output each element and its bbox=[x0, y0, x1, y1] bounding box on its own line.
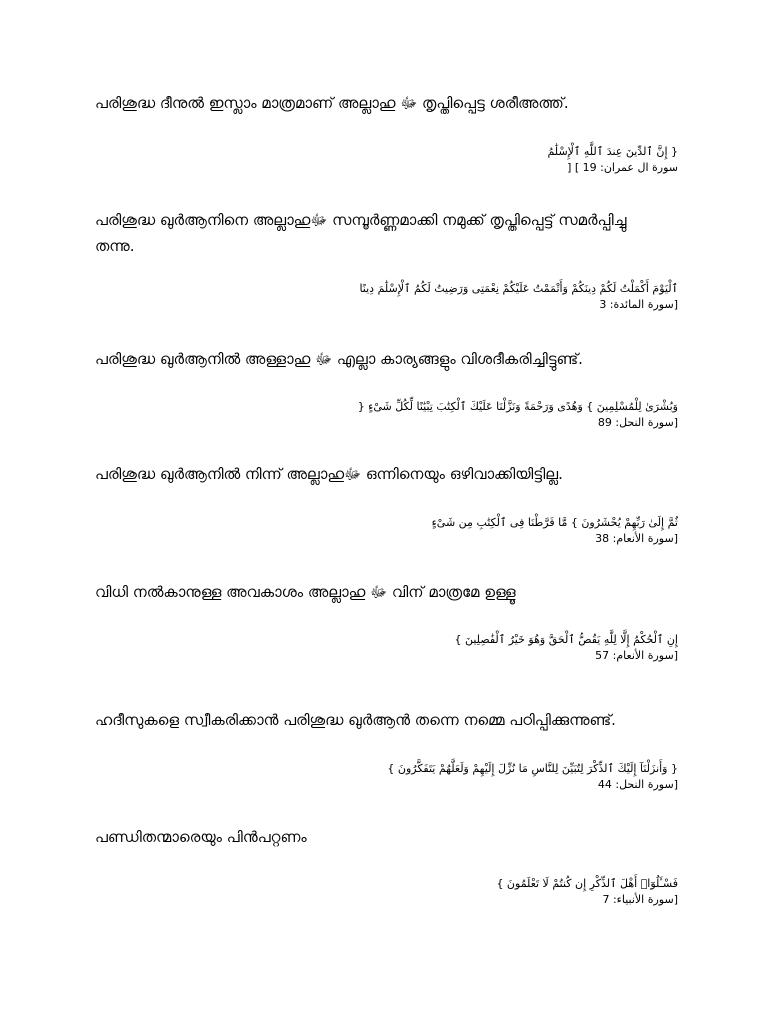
quran-verse: إِنِ ٱلْحُكْمُ إِلَّا لِلَّهِ يَقُصُّ ٱلْحَقَّ وَهُوَ خَيْرُ ٱلْفَٰصِلِينَ } bbox=[454, 633, 678, 646]
quran-verse: ٱلْيَوْمَ أَكْمَلْتُ لَكُمْ دِينَكُمْ وَأَتْمَمْتُ عَلَيْكُمْ نِعْمَتِى وَرَضِيتُ لَكُمُ ٱلْإِسْلَٰمَ دِينًا bbox=[359, 282, 678, 295]
quran-verse: { إِنَّ ٱلدِّينَ عِندَ ٱللَّهِ ٱلْإِسْلَٰمُ bbox=[547, 145, 678, 158]
quran-verse: وَبُشْرَىٰ لِلْمُسْلِمِينَ } وَهُدًى وَرَحْمَةً وَنَزَّلْنَا عَلَيْكَ ٱلْكِتَٰبَ تِبْيَٰنًا لِّكُلِّ شَىْءٍ { bbox=[357, 400, 678, 413]
quran-verse: ثُمَّ إِلَىٰ رَبِّهِمْ يُحْشَرُونَ } مَّا فَرَّطْنَا فِى ٱلْكِتَٰبِ مِن شَىْءٍ bbox=[431, 516, 678, 529]
section-heading: പരിശുദ്ധ ഖുർആനിനെ അല്ലാഹുﷻ സമ്പൂർണ്ണമാക്കി നമുക്ക് തൃപ്തിപ്പെട്ട് സമർപ്പിച്ചു തന്നു. bbox=[95, 211, 627, 255]
section-heading: പരിശുദ്ധ ഖുർആനിൽ നിന്ന് അല്ലാഹുﷻ ഒന്നിനെയും ഒഴിവാക്കിയിട്ടില്ല. bbox=[95, 465, 563, 483]
section-heading: പരിശുദ്ധ ഖുർആനിൽ അള്ളാഹു ﷻ എല്ലാ കാര്യങ്ങളും വിശദീകരിച്ചിട്ടുണ്ട്. bbox=[95, 350, 583, 368]
verse-reference: [سورة المائدة: 3 bbox=[599, 298, 678, 311]
section-heading: പരിശുദ്ധ ദീനുൽ ഇസ്ലാം മാത്രമാണ് അല്ലാഹു ﷻ തൃപ്തിപ്പെട്ട ശരീഅത്ത്. bbox=[95, 94, 569, 112]
verse-reference: [سورة الأنعام: 57 bbox=[595, 649, 678, 662]
verse-reference: سورة ال عمران: 19 ] [ bbox=[567, 161, 678, 174]
verse-reference: [سورة الأنعام: 38 bbox=[595, 532, 678, 545]
verse-reference: [سورة النحل: 89 bbox=[597, 416, 678, 429]
section-heading: ഹദീസുകളെ സ്വീകരിക്കാൻ പരിശുദ്ധ ഖുർആൻ തന്നെ നമ്മെ പഠിപ്പിക്കുന്നുണ്ട്. bbox=[95, 711, 616, 729]
quran-verse: { وَأَنزَلْنَآ إِلَيْكَ ٱلذِّكْرَ لِتُبَيِّنَ لِلنَّاسِ مَا نُزِّلَ إِلَيْهِمْ وَلَعَلَّهُمْ يَتَفَكَّرُونَ } bbox=[387, 762, 678, 775]
section-heading: വിധി നൽകാനുള്ള അവകാശം അല്ലാഹു ﷻ വിന് മാത്രമേ ഉള്ളൂ bbox=[95, 583, 516, 601]
quran-verse: فَسْـَٔلُوٓا۟ أَهْلَ ٱلذِّكْرِ إِن كُنتُمْ لَا تَعْلَمُونَ } bbox=[496, 877, 678, 890]
verse-reference: [سورة النحل: 44 bbox=[597, 778, 678, 791]
verse-reference: [سورة الأنبياء: 7 bbox=[602, 893, 678, 906]
section-heading: പണ്ഡിതന്മാരെയും പിൻപറ്റണം bbox=[95, 828, 307, 846]
